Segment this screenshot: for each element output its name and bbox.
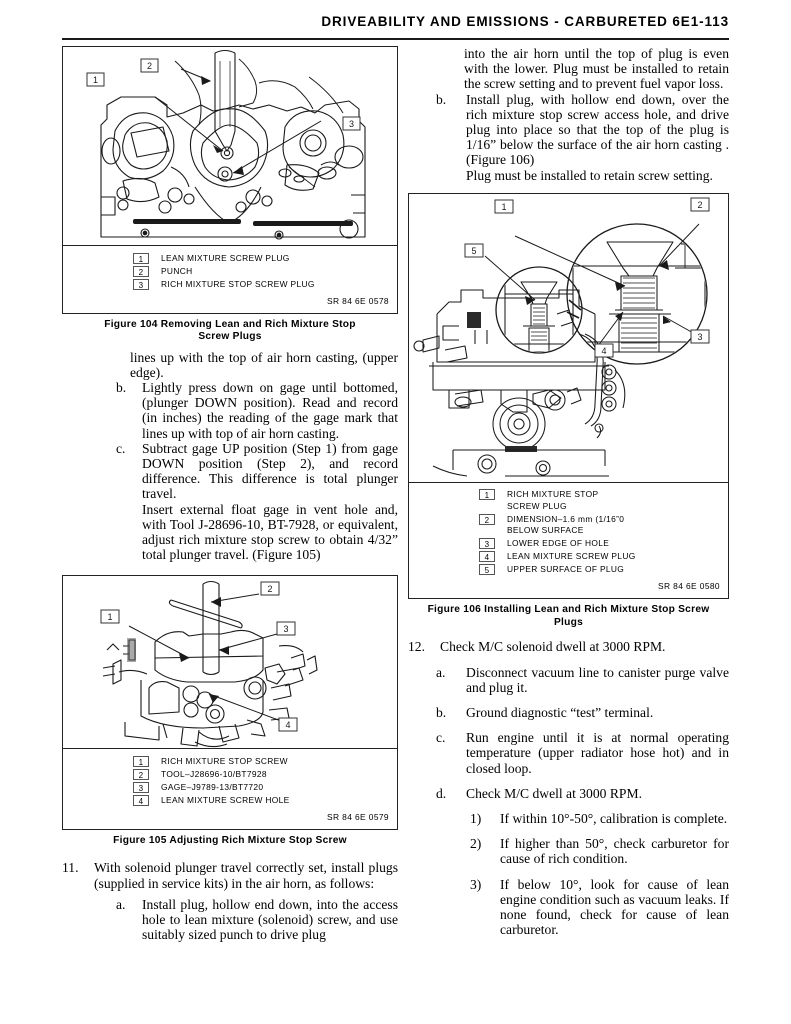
page-title: DRIVEABILITY AND EMISSIONS - CARBURETED 6E1-113	[321, 14, 729, 29]
list-marker: c.	[116, 440, 126, 456]
legend-number: 1	[479, 489, 495, 500]
sub-item-2	[470, 836, 729, 866]
legend-number: 2	[133, 266, 149, 277]
legend-number: 2	[133, 769, 149, 780]
list-item-11a	[116, 897, 398, 943]
list-body: If below 10°, look for cause of lean engine condition such as vacuum leaks. If none found, check for cause of lean carburetor.	[500, 876, 729, 938]
legend-label: TOOL–J28696-10/BT7928	[161, 768, 267, 779]
list-marker: 12.	[408, 639, 425, 655]
legend-item	[409, 489, 728, 512]
figure-104	[62, 46, 398, 314]
svg-text:5: 5	[471, 245, 477, 256]
list-body: Check M/C dwell at 3000 RPM.	[466, 785, 642, 801]
caption-line-2: Screw Plugs	[198, 331, 262, 342]
figure-source-code: SR 84 6E 0580	[657, 581, 720, 592]
svg-text:1: 1	[92, 75, 99, 85]
svg-text:4: 4	[285, 720, 291, 731]
list-marker: b.	[116, 379, 127, 395]
figure-105-legend	[63, 748, 397, 829]
figure-105-artwork	[63, 576, 397, 748]
legend-number: 2	[479, 514, 495, 525]
figure-105	[62, 575, 398, 830]
legend-label: LOWER EDGE OF HOLE	[507, 538, 610, 549]
list-item-12c	[436, 730, 729, 776]
caption-line-1: Figure 104 Removing Lean and Rich Mixture Stop	[104, 318, 356, 330]
figure-source-code: SR 84 6E 0578	[326, 295, 389, 306]
header-rule	[62, 38, 729, 40]
sub-item-1	[470, 811, 729, 826]
legend-item	[409, 514, 728, 537]
legend-label: RICH MIXTURE STOP SCREW PLUG	[161, 278, 315, 289]
list-marker: b.	[436, 91, 447, 107]
legend-label: RICH MIXTURE STOP SCREW	[161, 755, 288, 766]
svg-text:1: 1	[501, 201, 507, 212]
caption-line-1: Figure 106 Installing Lean and Rich Mixture Stop Screw	[427, 604, 710, 616]
list-body: Subtract gage UP position (Step 1) from gage DOWN position (Step 2), and record difference. This difference is total plunger travel.	[142, 440, 398, 502]
list-item-12a	[436, 665, 729, 695]
legend-number: 1	[133, 253, 149, 264]
legend-label-line2: SCREW PLUG	[507, 500, 567, 511]
legend-label: UPPER SURFACE OF PLUG	[507, 564, 625, 575]
legend-label: LEAN MIXTURE SCREW PLUG	[507, 551, 636, 562]
figure-106	[408, 193, 729, 600]
list-marker: c.	[436, 730, 446, 746]
caption-line-1: Figure 105 Adjusting Rich Mixture Stop Screw	[113, 834, 347, 846]
svg-text:1: 1	[107, 612, 113, 623]
list-marker: 1)	[470, 810, 482, 826]
right-column	[408, 46, 729, 937]
sub-item-3	[470, 877, 729, 938]
list-body: If higher than 50°, check carburetor for cause of rich condition.	[500, 836, 729, 867]
list-body: With solenoid plunger travel correctly set, install plugs (supplied in service kits) in the air horn, as follows:	[94, 860, 398, 891]
list-item-11	[62, 860, 398, 890]
legend-number: 3	[133, 782, 149, 793]
list-body: Install plug, with hollow end down, over the rich mixture stop screw access hole, and drive plug into place so that the top of the plug is 1/16” below the surface of the air horn casting . (Figure 106)	[466, 91, 729, 168]
legend-item	[63, 756, 397, 768]
legend-item	[63, 769, 397, 781]
caption-line-2: Plugs	[554, 616, 583, 628]
legend-item	[63, 795, 397, 807]
legend-label: GAGE–J9789-13/BT7720	[161, 781, 264, 792]
legend-item	[63, 279, 397, 291]
list-body: Ground diagnostic “test” terminal.	[466, 704, 654, 720]
figure-source-code: SR 84 6E 0579	[326, 811, 389, 822]
list-item-c-para2: Insert external float gage in vent hole and, with Tool J-28696-10, BT-7928, or equivalent, adjust rich mixture stop screw to obtain 4/32” total plunger travel. (Figure 105)	[142, 501, 398, 563]
list-body: Install plug, hollow end down, into the access hole to lean mixture (solenoid) screw, and use suitably sized punch to drive plug	[142, 896, 398, 943]
legend-label-line1: DIMENSION–1.6 mm (1/16”0	[507, 513, 625, 524]
legend-label-line2: BELOW SURFACE	[507, 525, 584, 536]
legend-item	[63, 782, 397, 794]
legend-item	[409, 564, 728, 576]
list-marker: a.	[436, 664, 446, 680]
continuation-paragraph: into the air horn until the top of plug is even with the lower. Plug must be installed to retain the screw setting and to prevent fuel vapor loss.	[464, 46, 729, 92]
svg-text:3: 3	[283, 624, 289, 635]
legend-number: 3	[133, 279, 149, 290]
legend-label-line1: RICH MIXTURE STOP	[507, 489, 599, 500]
list-marker: b.	[436, 704, 447, 720]
svg-text:2: 2	[267, 584, 273, 595]
legend-item	[63, 266, 397, 278]
legend-item	[409, 551, 728, 563]
list-item-b	[116, 380, 398, 441]
legend-number: 4	[133, 795, 149, 806]
svg-text:2: 2	[146, 61, 153, 71]
list-item-12	[408, 639, 729, 654]
list-item-b-para2: Plug must be installed to retain screw setting.	[466, 167, 713, 183]
list-marker: 2)	[470, 836, 482, 852]
legend-label	[507, 514, 728, 537]
figure-104-legend	[63, 245, 397, 313]
list-item-12b	[436, 705, 729, 720]
figure-104-caption	[62, 319, 398, 344]
list-item-c	[116, 441, 398, 502]
legend-label: PUNCH	[161, 265, 193, 276]
svg-text:3: 3	[697, 331, 703, 342]
svg-text:4: 4	[601, 345, 607, 356]
legend-number: 3	[479, 538, 495, 549]
legend-number: 5	[479, 564, 495, 575]
legend-label	[507, 489, 728, 512]
list-body: Check M/C solenoid dwell at 3000 RPM.	[440, 639, 666, 655]
paragraph-a-tail: lines up with the top of air horn casting, (upper edge).	[130, 349, 398, 380]
list-body: Disconnect vacuum line to canister purge valve and plug it.	[466, 664, 729, 695]
figure-105-caption	[62, 835, 398, 848]
list-marker: a.	[116, 896, 126, 912]
figure-106-caption	[408, 604, 729, 629]
list-body: If within 10°-50°, calibration is complete.	[500, 810, 728, 826]
legend-label: LEAN MIXTURE SCREW HOLE	[161, 794, 290, 805]
list-marker: d.	[436, 785, 447, 801]
legend-number: 1	[133, 756, 149, 767]
list-item-12d	[436, 786, 729, 801]
legend-number: 4	[479, 551, 495, 562]
figure-106-artwork	[409, 194, 728, 482]
page-header	[62, 14, 729, 40]
legend-item	[409, 538, 728, 550]
figure-104-artwork	[63, 47, 397, 245]
list-marker: 3)	[470, 876, 482, 892]
left-column	[62, 46, 398, 942]
svg-text:2: 2	[697, 199, 703, 210]
legend-item	[63, 253, 397, 265]
list-item-b	[436, 92, 729, 168]
list-body: Lightly press down on gage until bottomed, (plunger DOWN position). Read and record (in inches) the reading of the gage mark that lines up with top of air horn casting.	[142, 379, 398, 441]
legend-label: LEAN MIXTURE SCREW PLUG	[161, 252, 290, 263]
svg-text:3: 3	[348, 119, 355, 129]
figure-106-legend	[409, 482, 728, 599]
list-body: Run engine until it is at normal operating temperature (upper radiator hose hot) and in closed loop.	[466, 730, 729, 776]
list-marker: 11.	[62, 860, 79, 876]
